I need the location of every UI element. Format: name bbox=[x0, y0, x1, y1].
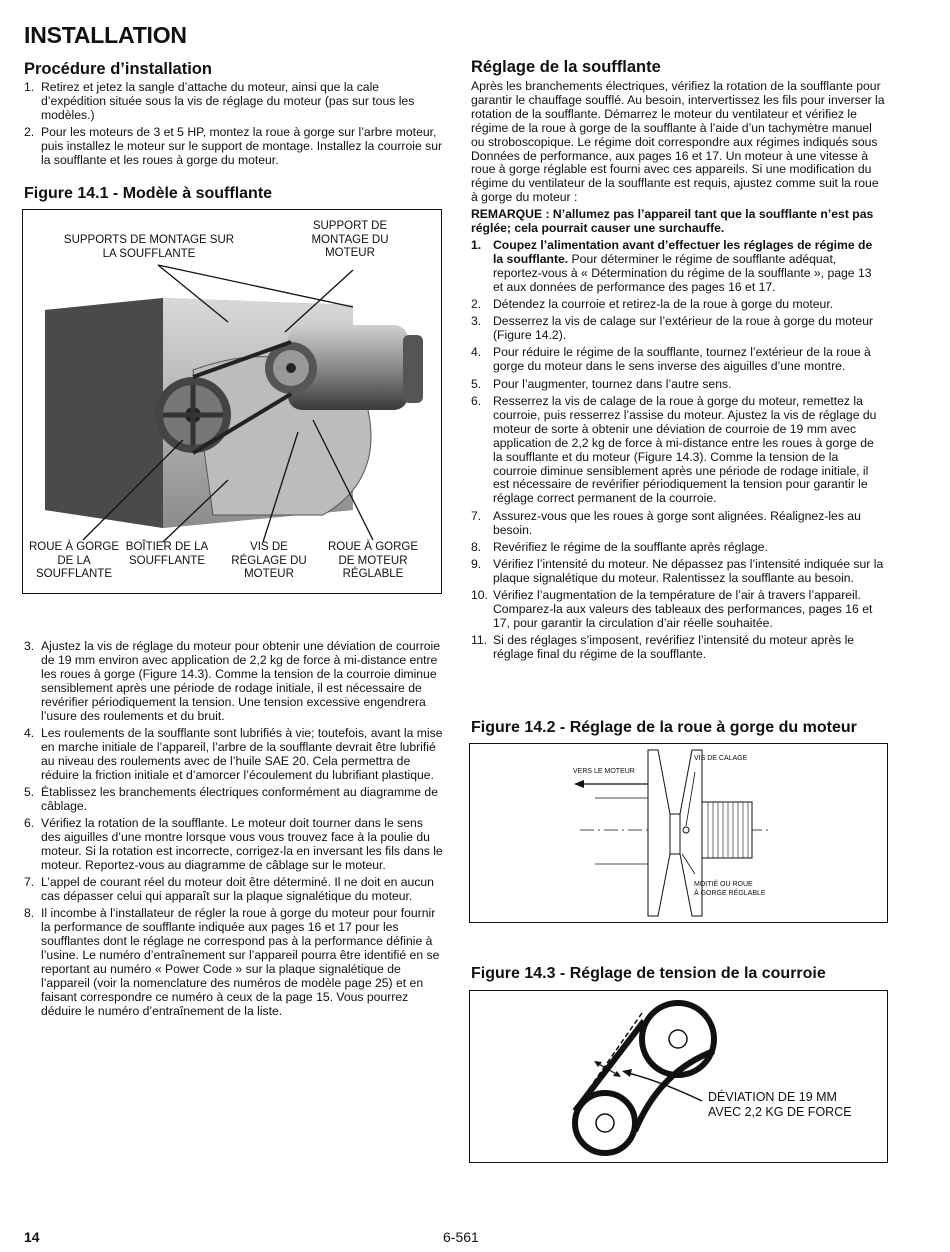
list-item: 1. Retirez et jetez la sangle d’attache du moteur, ainsi que la cale d’expédition située sous la vis de réglage du moteur (pas sur tous les modèles.) bbox=[24, 80, 415, 122]
list-item: 11. Si des réglages s’imposent, revérifiez l’intensité du moteur après le réglage final du régime de la soufflante. bbox=[471, 633, 855, 662]
callout-vis: VIS DE RÉGLAGE DU MOTEUR bbox=[231, 541, 307, 580]
list-item: 4. Pour réduire le régime de la soufflante, tournez l’extérieur de la roue à gorge du moteur dans le sens inverse des aiguilles d’une montre. bbox=[471, 345, 871, 374]
figure3-title: Figure 14.3 - Réglage de tension de la courroie bbox=[471, 965, 826, 982]
figure1-title: Figure 14.1 - Modèle à soufflante bbox=[24, 185, 273, 202]
list-item: 9. Vérifiez l’intensité du moteur. Ne dépassez pas l’intensité indiquée sur la plaque signalétique du moteur. Ralentissez la soufflante au besoin. bbox=[471, 557, 884, 586]
figure1-box bbox=[22, 209, 442, 594]
label-vis-calage: VIS DE CALAGE bbox=[694, 755, 748, 762]
list-item: 2. Détendez la courroie et retirez-la de la roue à gorge du moteur. bbox=[471, 296, 834, 311]
list-item: 6. Resserrez la vis de calage de la roue à gorge du moteur, remettez la courroie, puis resserrez l’assise du moteur. Ajustez la vis de réglage du moteur de sorte à obtenir une déviation de courroie de 19 mm avec application de 2,2 kg de force à mi-distance entre les roues à gorge de la soufflante et du moteur (Figure 14.3). Comme la tension de la courroie diminue sensiblement après une période de rodage initiale, il est nécessaire de revérifier périodiquement la tension pour garantir le réglage correct permanent de la courroie. bbox=[471, 393, 877, 506]
blower-illustration bbox=[23, 210, 441, 593]
right-body bbox=[471, 80, 885, 666]
list-item: 7. Assurez-vous que les roues à gorge sont alignées. Réalignez-les au besoin. bbox=[471, 508, 861, 537]
figure3-box bbox=[469, 990, 888, 1163]
list-item: 3. Desserrez la vis de calage sur l’extérieur de la roue à gorge du moteur (Figure 14.2). bbox=[471, 314, 874, 343]
callout-roue-soufflante: ROUE À GORGE DE LA SOUFFLANTE bbox=[28, 541, 120, 580]
page-number: 14 bbox=[24, 1229, 40, 1245]
callout-supports: SUPPORTS DE MONTAGE SUR LA SOUFFLANTE bbox=[63, 234, 235, 260]
callout-support-moteur: SUPPORT DE MONTAGE DU MOTEUR bbox=[311, 220, 389, 259]
list-item: 2. Pour les moteurs de 3 et 5 HP, montez la roue à gorge sur l’arbre moteur, puis installez le moteur sur le support de montage. Installez la courroie sur la soufflante et les roues à gorge du moteur. bbox=[24, 125, 443, 167]
steps-top bbox=[24, 81, 444, 171]
list-item: 6. Vérifiez la rotation de la soufflante. Le moteur doit tourner dans le sens des aiguilles d’une montre lorsque vous vous trouvez face à la poulie du moteur. Si la rotation est incorrecte, corrigez-la en inversant les fils dans le moteur. Reportez-vous au diagramme de câblage sur le moteur. bbox=[24, 816, 443, 872]
list-item: 3. Ajustez la vis de réglage du moteur pour obtenir une déviation de courroie de 19 mm environ avec application de 2,2 kg de force à mi-distance entre les roues à gorge (Figure 14.3). Comme la tension de la courroie diminue sensiblement après une période de rodage initiale, il est nécessaire de revérifier périodiquement la tension. Une tension excessive engendrera l’usure des roulements et du bruit. bbox=[24, 639, 441, 723]
list-item: 5. Pour l’augmenter, tournez dans l’autre sens. bbox=[471, 376, 732, 391]
steps-bottom bbox=[24, 640, 444, 1022]
page-title: INSTALLATION bbox=[24, 22, 187, 48]
procedure-title: Procédure d’installation bbox=[24, 60, 212, 78]
label-moitie-2: À GORGE RÉGLABLE bbox=[694, 890, 766, 897]
callout-boitier: BOÎTIER DE LA SOUFFLANTE bbox=[125, 541, 209, 567]
list-item: 4. Les roulements de la soufflante sont lubrifiés à vie; toutefois, avant la mise en marche initiale de l’appareil, l’arbre de la soufflante devrait être lubrifié au niveau des roulements avec de l’huile SAE 20. Cela permettra de réduire la friction initiale et d’amorcer l’écoulement du lubrifiant plastique. bbox=[24, 725, 443, 782]
callout-roue-moteur: ROUE À GORGE DE MOTEUR RÉGLABLE bbox=[327, 541, 419, 580]
label-moitie-1: MOITIÉ OU ROUE bbox=[694, 881, 753, 888]
pulley-diagram bbox=[470, 744, 887, 922]
belt-tension-diagram bbox=[470, 991, 887, 1162]
doc-number: 6-561 bbox=[443, 1229, 479, 1245]
figure2-title: Figure 14.2 - Réglage de la roue à gorge du moteur bbox=[471, 719, 857, 736]
list-item: 1. Coupez l’alimentation avant d’effectuer les réglages de régime de la soufflante. Pour déterminer le régime de soufflante adéquat, reportez-vous à « Détermination du régime de la soufflante », page 13 et aux données de performance des pages 16 et 17. bbox=[471, 237, 873, 294]
list-item: 10. Vérifiez l’augmentation de la température de l’air à travers l’appareil. Comparez-la aux valeurs des tableaux des performances, pages 16 et 17, pour garantir la circulation d’air réelle souhaitée. bbox=[471, 588, 873, 631]
intro-paragraph: Après les branchements électriques, vérifiez la rotation de la soufflante pour garantir le chauffage soufflé. Au besoin, intervertissez les fils pour inverser la rotation de la soufflante. Démarrez le moteur du ventilateur et vérifiez le régime de la roue à gorge de la soufflante à l’aide d’un tachymètre manuel ou stroboscopique. Le régime doit correspondre aux régimes indiqués sous Données de performance, aux pages 16 et 17. Un moteur à une vitesse à roue à gorge réglable est fourni avec ces appareils. Si une modification du régime du ventilateur de la soufflante est requis, ajustez comme suit la roue à gorge du moteur : bbox=[471, 79, 885, 205]
list-item: 8. Revérifiez le régime de la soufflante après réglage. bbox=[471, 539, 768, 554]
list-item: 7. L’appel de courant réel du moteur doit être déterminé. Il ne doit en aucun cas dépasser celui qui apparaît sur la plaque signalétique du moteur. bbox=[24, 875, 434, 903]
list-item: 8. Il incombe à l’installateur de régler la roue à gorge du moteur pour fournir la performance de soufflante indiquée aux pages 16 et 17 pour les soufflantes dont le réglage ne correspond pas à la performance définie à l’usine. Le numéro d’entraînement sur l’appareil pourra être identifié en se reportant au numéro « Power Code » sur la plaque signalétique de l’appareil (voir la nomenclature des numéros de modèle page 25) et en faisant correspondre ce numéro à ceux de la page 15. Vous pourrez déduire le numéro d’entraînement de la liste. bbox=[24, 906, 440, 1018]
list-item: 5. Établissez les branchements électriques conformément au diagramme de câblage. bbox=[24, 784, 438, 813]
remarque: REMARQUE : N’allumez pas l’appareil tant que la soufflante n’est pas réglée; cela pourrait causer une surchauffe. bbox=[471, 207, 874, 236]
label-vers-moteur: VERS LE MOTEUR bbox=[573, 768, 635, 775]
soufflante-title: Réglage de la soufflante bbox=[471, 58, 661, 76]
figure2-box bbox=[469, 743, 888, 923]
deviation-label: DÉVIATION DE 19 MM AVEC 2,2 KG DE FORCE bbox=[708, 1090, 852, 1119]
